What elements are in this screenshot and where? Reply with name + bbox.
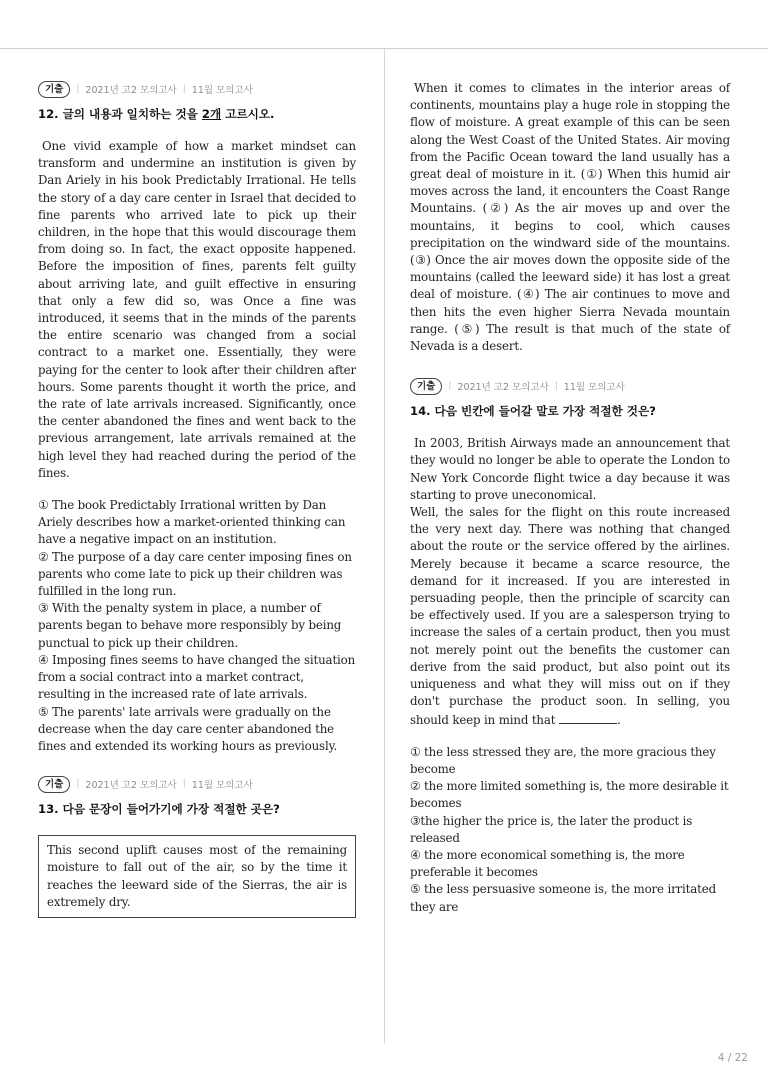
meta-separator: | <box>76 779 80 790</box>
q13-title: 13. 다음 문장이 들어가기에 가장 적절한 곳은? <box>38 802 280 817</box>
q13-tag-row <box>38 775 356 793</box>
q12-title-prefix: 12. 글의 내용과 일치하는 것을 <box>38 107 202 121</box>
q14-tag-row <box>410 377 730 395</box>
q12-title-suffix: 고르시오. <box>221 107 275 121</box>
column-divider <box>384 49 385 1044</box>
page-number: 4 / 22 <box>717 1052 748 1064</box>
meta-separator: | <box>554 381 558 392</box>
q12-title-underlined: 2개 <box>201 107 222 121</box>
q14-option-5: ⑤ the less persuasive someone is, the more irritated they are <box>410 882 716 914</box>
q12-option-5: ⑤ The parents' late arrivals were gradually on the decrease when the day care center abandoned the fines and extended its working hours as previously. <box>38 704 338 753</box>
q12-options <box>38 497 356 755</box>
q14-option-3: ③the higher the price is, the later the product is released <box>410 813 693 845</box>
q13-year: 2021년 고2 모의고사 <box>85 780 177 792</box>
q12-tag-row <box>38 80 356 98</box>
q14-passage-p1: In 2003, British Airways made an announcement that they would no longer be able to operate the London to New York Concorde flight twice a day because it was starting to prove uneconomical. <box>410 436 730 502</box>
q12-badge: 기출 <box>38 81 70 98</box>
q13-given-sentence-box: This second uplift causes most of the remaining moisture to fall out of the air, so by the time it reaches the leeward side of the Sierras, the air is extremely dry. <box>38 835 356 918</box>
q14-option-2: ② the more limited something is, the more desirable it becomes <box>410 779 729 811</box>
meta-separator: | <box>182 779 186 790</box>
q12-title <box>38 106 356 122</box>
q12-year: 2021년 고2 모의고사 <box>85 85 177 96</box>
q12-option-1: ① The book Predictably Irrational written by Dan Ariely describes how a market-oriented thinking can have a negative impact on an institution. <box>38 498 346 547</box>
q14-blank-end: . <box>616 712 621 727</box>
q14-passage-p2 <box>410 504 730 729</box>
q12-option-4: ④ Imposing fines seems to have changed the situation from a social contract into a market contract, resulting in the increased rate of late arrivals. <box>38 652 356 702</box>
q12-passage: One vivid example of how a market mindset can transform and undermine an institution is given by Dan Ariely in his book Predictably Irrational. He tells the story of a day care center in Israel that decided to fine parents who arrived late to pick up their children, in the hope that this would discourage them from doing so. In fact, the exact opposite happened. Before the imposition of fines, parents felt guilty about arriving late, and guilt effective in ensuring that only a few did so, was Once a fine was introduced, it seems that in the minds of the parents the entire scenario was changed from a social contract to a market one. Essentially, they were paying for the center to look after their children after hours. Some parents thought it worth the price, and the rate of late arrivals increased. Significantly, once the center abandoned the fines and went back to the previous arrangement, late arrivals remained at the high level they had reached during the period of the fines. <box>38 139 356 480</box>
q14-title: 14. 다음 빈칸에 들어갈 말로 가장 적절한 것은? <box>410 404 656 419</box>
q12-option-3: ③ With the penalty system in place, a number of parents began to behave more responsibly by being punctual to pick up their children. <box>38 601 342 650</box>
q14-option-1: ① the less stressed they are, the more gracious they become <box>410 744 716 776</box>
q13-month: 11월 모의고사 <box>191 780 253 792</box>
q14-month: 11월 모의고사 <box>563 382 625 394</box>
q14-options <box>410 744 730 916</box>
meta-separator: | <box>448 381 452 392</box>
meta-separator: | <box>182 84 186 94</box>
q14-passage-p2-text: Well, the sales for the flight on this route increased the very next day. There was nothing that changed about the route or the service offered by the airlines. Merely because it became a scarce resource, the demand for it increased. If you are interested in persuading people, then the principle of scarcity can be effectively used. If you are a salesperson trying to increase the sales of a certain product, then you must not merely point out the benefits the customer can derive from the said product, but also point out its uniqueness and what they will miss out on if they don't purchase the product soon. In selling, you should keep in mind that <box>410 505 730 727</box>
left-column <box>38 80 356 918</box>
q12-month: 11월 모의고사 <box>191 85 253 96</box>
q14-badge: 기출 <box>410 378 442 395</box>
meta-separator: | <box>76 84 80 94</box>
q14-option-4: ④ the more economical something is, the more preferable it becomes <box>410 847 685 880</box>
q13-passage: When it comes to climates in the interior areas of continents, mountains play a huge role in stopping the flow of moisture. A great example of this can be seen along the West Coast of the United States. Air moving from the Pacific Ocean toward the land usually has a great deal of moisture in it. (①) When this humid air moves across the land, it encounters the Coast Range Mountains. (②) As the air moves up and over the mountains, it begins to cool, which causes precipitation on the windward side of the mountains. (③) Once the air moves down the opposite side of the mountains (called the leeward side) it has lost a great deal of moisture. (④) The air continues to move and then hits the even higher Sierra Nevada mountain range. (⑤) The result is that much of the state of Nevada is a desert. <box>410 81 730 354</box>
q14-year: 2021년 고2 모의고사 <box>457 382 549 394</box>
q13-badge: 기출 <box>38 776 70 793</box>
q12-option-2: ② The purpose of a day care center imposing fines on parents who come late to pick up their children was fulfilled in the long run. <box>38 549 352 599</box>
answer-blank <box>559 711 617 724</box>
right-column <box>410 80 730 916</box>
